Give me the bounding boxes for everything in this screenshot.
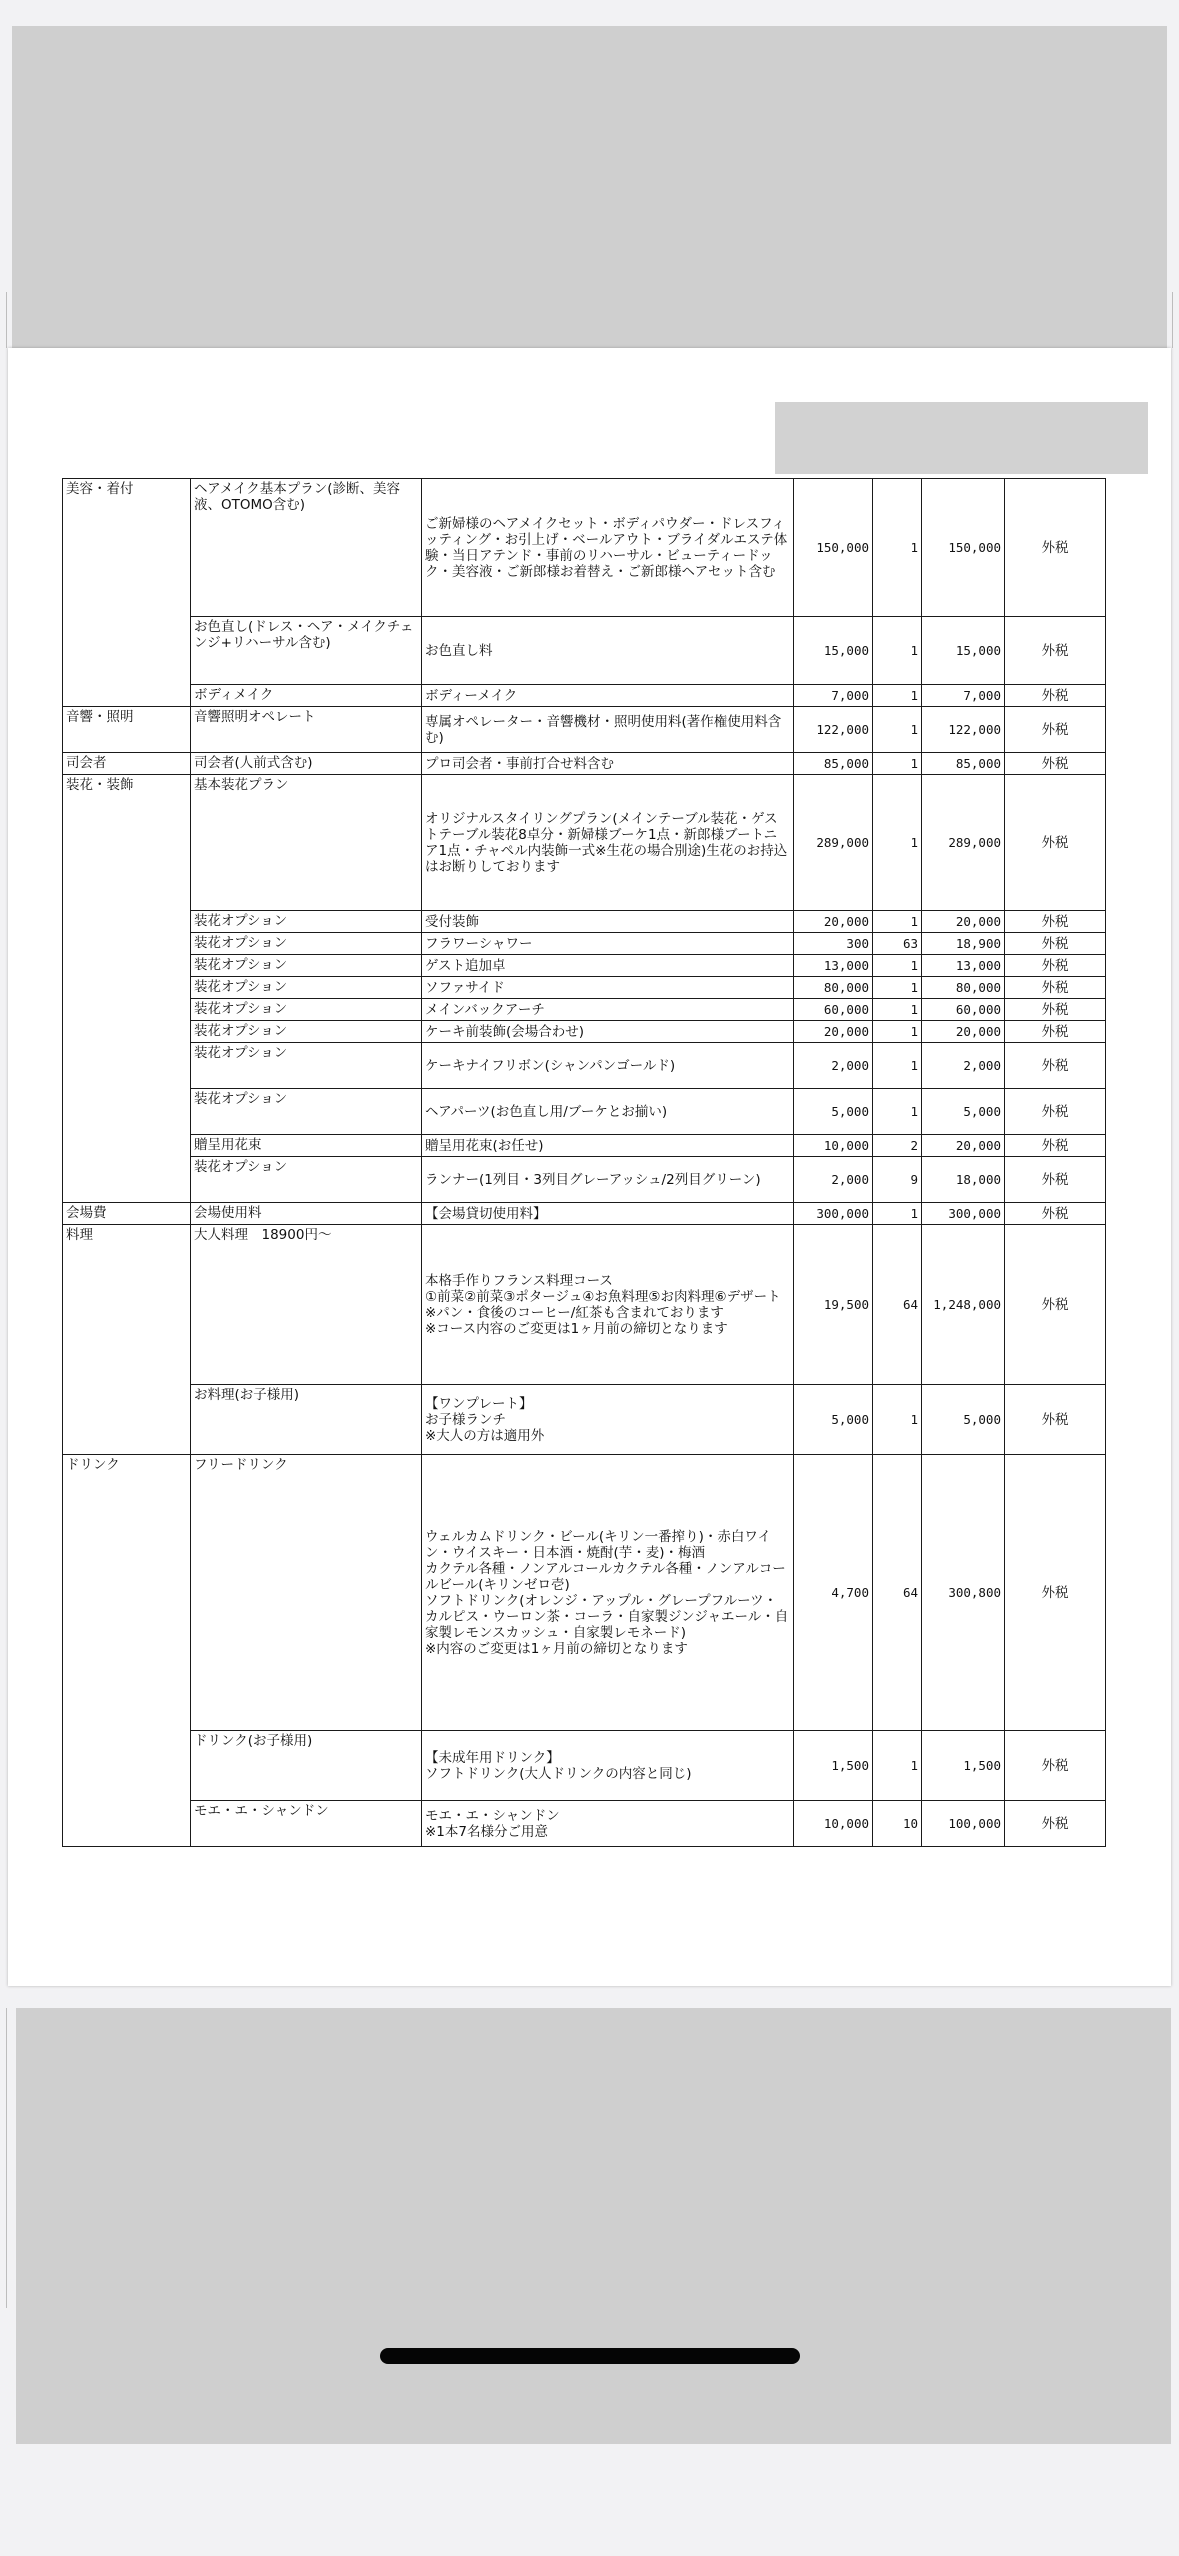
table-body — [63, 479, 1106, 1847]
description-cell — [422, 1225, 794, 1385]
tax-cell: 外税 — [1005, 1385, 1106, 1455]
tax-cell: 外税 — [1005, 1225, 1106, 1385]
description-text: ウェルカムドリンク・ビール(キリン一番搾り)・赤白ワイン・ウイスキー・日本酒・焼酎(芋・麦)・梅酒 カクテル各種・ノンアルコールカクテル各種・ノンアルコールビール(キリンゼロ壱) ソフトドリンク(オレンジ・アップル・グレープフルーツ・カルピス・ウーロン茶・コーラ・自家製ジンジャエール・自家製レモンスカッシュ・自家製レモネード) ※内容のご変更は1ヶ月前の締切となります — [425, 1528, 789, 1657]
tax-cell: 外税 — [1005, 1203, 1106, 1225]
table-row — [63, 1801, 1106, 1847]
table-row — [63, 1043, 1106, 1089]
description-cell — [422, 933, 794, 955]
table-row — [63, 775, 1106, 911]
description-text: ケーキ前装飾(会場合わせ) — [425, 1023, 585, 1040]
unit-price-cell: 5,000 — [794, 1089, 873, 1135]
quantity-cell: 1 — [873, 1385, 922, 1455]
quantity-cell: 64 — [873, 1455, 922, 1731]
description-cell — [422, 1043, 794, 1089]
amount-cell: 15,000 — [922, 617, 1005, 685]
quantity-cell: 1 — [873, 617, 922, 685]
unit-price-cell: 2,000 — [794, 1043, 873, 1089]
table-row — [63, 999, 1106, 1021]
amount-cell: 289,000 — [922, 775, 1005, 911]
tax-cell: 外税 — [1005, 707, 1106, 753]
category-cell: 会場費 — [63, 1203, 191, 1225]
description-text: ご新婦様のヘアメイクセット・ボディパウダー・ドレスフィッティング・お引上げ・ベールアウト・ブライダルエステ体験・当日アテンド・事前のリハーサル・ビューティードック・美容液・ご新郎様お着替え・ご新郎様ヘアセット含む — [425, 515, 788, 580]
unit-price-cell: 2,000 — [794, 1157, 873, 1203]
amount-cell: 5,000 — [922, 1089, 1005, 1135]
unit-price-cell: 7,000 — [794, 685, 873, 707]
unit-price-cell: 20,000 — [794, 911, 873, 933]
item-cell: 装花オプション — [191, 1089, 422, 1135]
description-cell — [422, 1157, 794, 1203]
description-cell — [422, 955, 794, 977]
quantity-cell: 9 — [873, 1157, 922, 1203]
unit-price-cell: 122,000 — [794, 707, 873, 753]
item-cell: 音響照明オペレート — [191, 707, 422, 753]
amount-cell: 7,000 — [922, 685, 1005, 707]
amount-cell: 100,000 — [922, 1801, 1005, 1847]
tax-cell: 外税 — [1005, 911, 1106, 933]
amount-cell: 20,000 — [922, 1135, 1005, 1157]
page-edge-line — [1172, 292, 1173, 348]
unit-price-cell: 5,000 — [794, 1385, 873, 1455]
quantity-cell: 1 — [873, 1021, 922, 1043]
quantity-cell: 1 — [873, 685, 922, 707]
quantity-cell: 1 — [873, 1043, 922, 1089]
tax-cell: 外税 — [1005, 1135, 1106, 1157]
unit-price-cell: 300 — [794, 933, 873, 955]
item-cell: 装花オプション — [191, 1157, 422, 1203]
tax-cell: 外税 — [1005, 1043, 1106, 1089]
tax-cell: 外税 — [1005, 1731, 1106, 1801]
description-text: ゲスト追加卓 — [425, 957, 506, 974]
description-cell — [422, 1135, 794, 1157]
amount-cell: 1,248,000 — [922, 1225, 1005, 1385]
amount-cell: 5,000 — [922, 1385, 1005, 1455]
item-cell: 装花オプション — [191, 977, 422, 999]
description-cell — [422, 1021, 794, 1043]
description-cell — [422, 1089, 794, 1135]
quantity-cell: 1 — [873, 911, 922, 933]
item-cell: 基本装花プラン — [191, 775, 422, 911]
description-cell — [422, 1385, 794, 1455]
amount-cell: 300,800 — [922, 1455, 1005, 1731]
description-text: 本格手作りフランス料理コース ①前菜②前菜③ポタージュ④お魚料理⑤お肉料理⑥デザート ※パン・食後のコーヒー/紅茶も含まれております ※コース内容のご変更は1ヶ月前の締切となります — [425, 1272, 781, 1337]
tax-cell: 外税 — [1005, 1455, 1106, 1731]
table-row — [63, 1135, 1106, 1157]
table-row — [63, 1021, 1106, 1043]
category-cell: 司会者 — [63, 753, 191, 775]
unit-price-cell: 60,000 — [794, 999, 873, 1021]
tax-cell: 外税 — [1005, 933, 1106, 955]
quantity-cell: 1 — [873, 1089, 922, 1135]
tax-cell: 外税 — [1005, 955, 1106, 977]
description-cell — [422, 685, 794, 707]
category-cell: 装花・装飾 — [63, 775, 191, 1203]
amount-cell: 20,000 — [922, 1021, 1005, 1043]
tax-cell: 外税 — [1005, 617, 1106, 685]
description-text: 専属オペレーター・音響機材・照明使用料(著作権使用料含む) — [425, 713, 782, 746]
tax-cell: 外税 — [1005, 1157, 1106, 1203]
tax-cell: 外税 — [1005, 999, 1106, 1021]
quantity-cell: 1 — [873, 1203, 922, 1225]
page-edge-line — [6, 2008, 7, 2308]
unit-price-cell: 1,500 — [794, 1731, 873, 1801]
table-row — [63, 1385, 1106, 1455]
table-row — [63, 617, 1106, 685]
quantity-cell: 1 — [873, 753, 922, 775]
tax-cell: 外税 — [1005, 685, 1106, 707]
unit-price-cell: 150,000 — [794, 479, 873, 617]
table-row — [63, 1089, 1106, 1135]
amount-cell: 18,000 — [922, 1157, 1005, 1203]
description-cell — [422, 707, 794, 753]
item-cell: 贈呈用花束 — [191, 1135, 422, 1157]
description-text: お色直し料 — [425, 642, 493, 659]
quantity-cell: 63 — [873, 933, 922, 955]
table-row — [63, 955, 1106, 977]
table-row — [63, 1455, 1106, 1731]
description-text: ボディーメイク — [425, 687, 518, 704]
table-row — [63, 479, 1106, 617]
estimate-table — [62, 478, 1106, 1847]
description-cell — [422, 1801, 794, 1847]
description-text: 【ワンプレート】 お子様ランチ ※大人の方は適用外 — [425, 1395, 545, 1444]
table-row — [63, 1157, 1106, 1203]
home-indicator[interactable] — [380, 2348, 800, 2364]
quantity-cell: 10 — [873, 1801, 922, 1847]
unit-price-cell: 80,000 — [794, 977, 873, 999]
unit-price-cell: 15,000 — [794, 617, 873, 685]
amount-cell: 85,000 — [922, 753, 1005, 775]
item-cell: 装花オプション — [191, 955, 422, 977]
unit-price-cell: 10,000 — [794, 1135, 873, 1157]
item-cell: 司会者(人前式含む) — [191, 753, 422, 775]
unit-price-cell: 300,000 — [794, 1203, 873, 1225]
item-cell: お料理(お子様用) — [191, 1385, 422, 1455]
table-row — [63, 1731, 1106, 1801]
quantity-cell: 64 — [873, 1225, 922, 1385]
table-row — [63, 753, 1106, 775]
category-cell: ドリンク — [63, 1455, 191, 1847]
item-cell: モエ・エ・シャンドン — [191, 1801, 422, 1847]
quantity-cell: 1 — [873, 1731, 922, 1801]
item-cell: 装花オプション — [191, 999, 422, 1021]
table-row — [63, 933, 1106, 955]
description-text: メインバックアーチ — [425, 1001, 545, 1018]
amount-cell: 13,000 — [922, 955, 1005, 977]
item-cell: ヘアメイク基本プラン(診断、美容液、OTOMO含む) — [191, 479, 422, 617]
item-cell: フリードリンク — [191, 1455, 422, 1731]
description-text: ランナー(1列目・3列目グレーアッシュ/2列目グリーン) — [425, 1171, 761, 1188]
description-text: ヘアパーツ(お色直し用/ブーケとお揃い) — [425, 1103, 668, 1120]
item-cell: ボディメイク — [191, 685, 422, 707]
description-text: ケーキナイフリボン(シャンパンゴールド) — [425, 1057, 676, 1074]
amount-cell: 2,000 — [922, 1043, 1005, 1089]
amount-cell: 1,500 — [922, 1731, 1005, 1801]
description-text: 【会場貸切使用料】 — [425, 1205, 547, 1222]
item-cell: 大人料理 18900円～ — [191, 1225, 422, 1385]
quantity-cell: 1 — [873, 707, 922, 753]
category-cell: 美容・着付 — [63, 479, 191, 707]
item-cell: 装花オプション — [191, 933, 422, 955]
quantity-cell: 2 — [873, 1135, 922, 1157]
tax-cell: 外税 — [1005, 1801, 1106, 1847]
quantity-cell: 1 — [873, 479, 922, 617]
item-cell: 装花オプション — [191, 1021, 422, 1043]
description-cell — [422, 911, 794, 933]
amount-cell: 60,000 — [922, 999, 1005, 1021]
description-text: 受付装飾 — [425, 913, 479, 930]
description-text: ソファサイド — [425, 979, 505, 996]
description-cell — [422, 775, 794, 911]
item-cell: 装花オプション — [191, 1043, 422, 1089]
tax-cell: 外税 — [1005, 775, 1106, 911]
tax-cell: 外税 — [1005, 1021, 1106, 1043]
tax-cell: 外税 — [1005, 1089, 1106, 1135]
description-text: モエ・エ・シャンドン ※1本7名様分ご用意 — [425, 1807, 560, 1840]
description-text: オリジナルスタイリングプラン(メインテーブル装花・ゲストテーブル装花8卓分・新婦様ブーケ1点・新郎様ブートニア1点・チャペル内装飾一式※生花の場合別途)生花のお持込はお断りしております — [425, 810, 788, 875]
amount-cell: 18,900 — [922, 933, 1005, 955]
tax-cell: 外税 — [1005, 753, 1106, 775]
amount-cell: 122,000 — [922, 707, 1005, 753]
unit-price-cell: 19,500 — [794, 1225, 873, 1385]
item-cell: お色直し(ドレス・ヘア・メイクチェンジ+リハーサル含む) — [191, 617, 422, 685]
unit-price-cell: 289,000 — [794, 775, 873, 911]
quantity-cell: 1 — [873, 775, 922, 911]
category-cell: 料理 — [63, 1225, 191, 1455]
table-row — [63, 685, 1106, 707]
table-row — [63, 911, 1106, 933]
description-cell — [422, 1203, 794, 1225]
table-row — [63, 1203, 1106, 1225]
unit-price-cell: 85,000 — [794, 753, 873, 775]
quantity-cell: 1 — [873, 955, 922, 977]
description-text: 【未成年用ドリンク】 ソフトドリンク(大人ドリンクの内容と同じ) — [425, 1749, 692, 1782]
description-cell — [422, 479, 794, 617]
quantity-cell: 1 — [873, 999, 922, 1021]
unit-price-cell: 10,000 — [794, 1801, 873, 1847]
description-cell — [422, 999, 794, 1021]
description-text: プロ司会者・事前打合せ料含む — [425, 755, 614, 772]
description-cell — [422, 1455, 794, 1731]
description-cell — [422, 977, 794, 999]
unit-price-cell: 13,000 — [794, 955, 873, 977]
amount-cell: 20,000 — [922, 911, 1005, 933]
table-row — [63, 977, 1106, 999]
unit-price-cell: 20,000 — [794, 1021, 873, 1043]
unit-price-cell: 4,700 — [794, 1455, 873, 1731]
tax-cell: 外税 — [1005, 977, 1106, 999]
amount-cell: 80,000 — [922, 977, 1005, 999]
description-cell — [422, 1731, 794, 1801]
category-cell: 音響・照明 — [63, 707, 191, 753]
amount-cell: 300,000 — [922, 1203, 1005, 1225]
description-cell — [422, 753, 794, 775]
item-cell: ドリンク(お子様用) — [191, 1731, 422, 1801]
tax-cell: 外税 — [1005, 479, 1106, 617]
page-edge-line — [6, 292, 7, 348]
table-row — [63, 707, 1106, 753]
description-cell — [422, 617, 794, 685]
redacted-header-area — [12, 26, 1167, 348]
description-text: 贈呈用花束(お任せ) — [425, 1137, 544, 1154]
table-row — [63, 1225, 1106, 1385]
item-cell: 装花オプション — [191, 911, 422, 933]
quantity-cell: 1 — [873, 977, 922, 999]
amount-cell: 150,000 — [922, 479, 1005, 617]
redacted-footer-area — [16, 2008, 1171, 2444]
item-cell: 会場使用料 — [191, 1203, 422, 1225]
redacted-box — [775, 402, 1148, 474]
description-text: フラワーシャワー — [425, 935, 533, 952]
